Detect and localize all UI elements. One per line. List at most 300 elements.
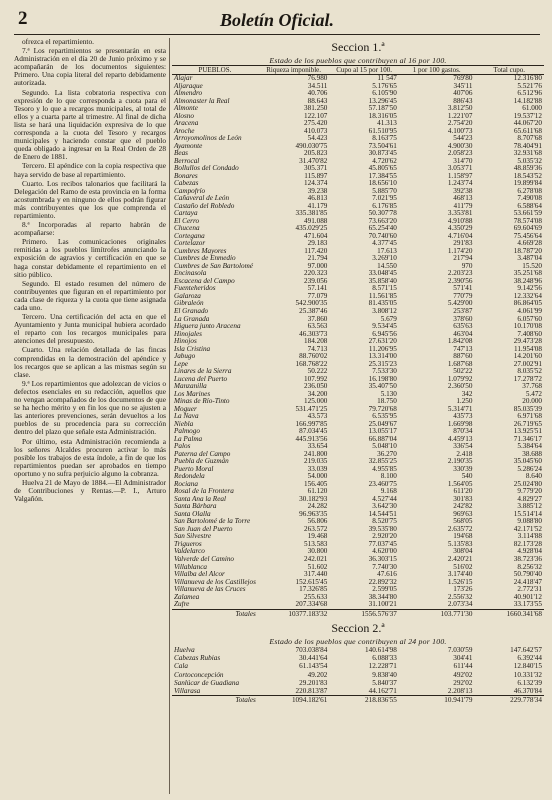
cell-gastos: 516'02 [453, 563, 473, 571]
cell-cupo: 81.435'05 [368, 300, 397, 308]
table-row [172, 188, 544, 196]
cell-riqueza: 41.179 [307, 202, 328, 210]
cell-riqueza: 166.997'85 [295, 420, 328, 428]
table-row [172, 158, 544, 166]
table-row [172, 285, 544, 293]
cell-riqueza: 34.511 [307, 82, 328, 90]
cell-riqueza: 19.468 [307, 533, 328, 541]
cell-cupo: 73.663'20 [368, 217, 397, 225]
cell-riqueza: 241.800 [304, 450, 328, 458]
cell-total: 4.669'28 [517, 240, 542, 248]
cell-pueblo: Villanueva de los Castillejos [174, 578, 256, 586]
cell-cupo: 18.656'10 [368, 180, 397, 188]
tables-column [172, 38, 544, 705]
cell-total: 46.370'84 [513, 687, 542, 696]
cell-total: 5.472 [525, 390, 542, 398]
cell-pueblo: Isla Cristina [174, 345, 211, 353]
paragraph: Primero. Las comunicaciones originales remitidas a los pueblos limítrofes anunciando la exposición de agravios y certificación en que se haga constar debidamente el repartimiento en el sitio público. [14, 237, 166, 279]
cell-riqueza: 263.572 [304, 525, 328, 533]
paragraph: Tercero. El apéndice con la copia respectiva que haya servido de base al repartimiento. [14, 161, 166, 179]
cell-cupo: 27.631'20 [368, 338, 397, 346]
cell-cupo: 8.520'75 [372, 518, 397, 526]
cell-riqueza: 513.583 [304, 540, 328, 548]
cell-total: 6.392'44 [517, 653, 542, 662]
cell-gastos: 314'70 [453, 157, 473, 165]
cell-gastos: 770'79 [453, 292, 473, 300]
cell-cupo: 5.840'37 [372, 678, 397, 687]
cell-riqueza: 63.563 [307, 323, 328, 331]
cell-total: 37.768 [522, 383, 542, 391]
cell-gastos: 253'87 [453, 307, 473, 315]
cell-total: 1660.341'68 [474, 609, 544, 619]
cell-riqueza: 29.201'83 [299, 678, 328, 687]
cell-riqueza: 43.573 [307, 413, 328, 421]
cell-cupo: 6.176'85 [372, 202, 397, 210]
cell-gastos: 1.174'20 [447, 247, 473, 255]
cell-cupo: 57.187'50 [368, 105, 397, 113]
cell-riqueza: 74.713 [307, 345, 328, 353]
table-row [172, 481, 544, 489]
cell-riqueza: 220.813'87 [295, 687, 328, 696]
cell-total: 50.790'40 [513, 571, 542, 579]
cell-riqueza: 30.182'93 [299, 495, 328, 503]
cell-gastos: 3.353'81 [447, 210, 473, 218]
section-2-title: Seccion 2.ª [331, 620, 385, 635]
cell-total: 2.772'31 [517, 586, 542, 594]
cell-cupo: 35.407'50 [368, 383, 397, 391]
cell-riqueza: 40.706 [307, 90, 328, 98]
cell-pueblo: Almonte [174, 105, 198, 113]
cell-pueblo: Hinojos [174, 338, 197, 346]
cell-riqueza: 76.980 [307, 74, 328, 82]
table-row [172, 210, 544, 218]
cell-pueblo: Cabezas [174, 180, 199, 188]
cell-cupo: 5.048'10 [372, 443, 397, 451]
cell-cupo: 7.021'95 [372, 195, 397, 203]
cell-cupo: 2.599'05 [372, 586, 397, 594]
table-row [172, 128, 544, 136]
cell-gastos: 4.100'73 [447, 127, 473, 135]
cell-riqueza: 207.334'68 [295, 601, 328, 609]
section-2-subtitle: Estado de los pueblos que contribuyen al 24 por 100. [269, 636, 447, 646]
cell-total: 24.418'47 [513, 578, 542, 586]
col-header-gastos: 1 por 100 gastos. [399, 66, 475, 75]
cell-total: 78.404'91 [513, 142, 542, 150]
paragraph: 7.ª Los repartimientos se presentarán en esta Administración en el día 20 de Junio próximo y se acompañarán de los documentos siguientes: Primero. Una copia literal del reparto debidamente autorizada. [14, 46, 166, 88]
col-header-cupo: Cupo al 15 por 100. [329, 66, 398, 75]
cell-riqueza: 410.073 [304, 127, 328, 135]
cell-pueblo: Campofrío [174, 187, 206, 195]
cell-gastos: 3.812'50 [447, 105, 473, 113]
table-row [172, 421, 544, 429]
paragraph: Segundo. La lista cobratoria respectiva con expresión de lo que corresponda a cuota para el Tesoro y lo que a recargos municipales, al total de ellos y a cuarta parte al trimestre. Al final de dicha lista se hará una liquidación expresiva de lo que corresponda a la cuota del Tesoro y recargos municipales y haciendo constar que el pueblo queda obligado a ingresar en la Real Orden de 28 de Enero de 1881. [14, 87, 166, 162]
cell-gastos: 2.203'23 [447, 270, 473, 278]
cell-cupo: 23.460'75 [368, 480, 397, 488]
cell-riqueza: 33.039 [307, 465, 328, 473]
table-row [172, 473, 544, 481]
cell-cupo: 66.887'04 [368, 435, 397, 443]
cell-pueblo: San Juan del Puerto [174, 525, 233, 533]
cell-total: 48.859'36 [513, 165, 542, 173]
cell-gastos: 2.418 [456, 450, 473, 458]
cell-cupo: 12.228'71 [368, 662, 397, 671]
cell-gastos: 411'79 [453, 202, 473, 210]
cell-cupo: 30.873'45 [368, 150, 397, 158]
cell-cupo: 3.269'10 [372, 255, 397, 263]
cell-total: 18.787'20 [513, 247, 542, 255]
cell-total: 71.346'17 [513, 435, 542, 443]
cell-pueblo: Bonares [174, 172, 198, 180]
column-divider [169, 38, 170, 794]
cell-total: 147.642'57 [510, 645, 542, 654]
cell-gastos: 468'13 [453, 195, 473, 203]
cell-gastos: 4.350'29 [447, 225, 473, 233]
cell-cupo: 8.100 [380, 473, 397, 481]
table-row [172, 594, 544, 602]
table-row [172, 458, 544, 466]
cell-cupo: 61.510'95 [368, 127, 397, 135]
cell-pueblo: Villanueva de las Cruces [174, 586, 246, 594]
cell-gastos: 970 [461, 262, 473, 270]
cell-total: 61.000 [522, 105, 542, 113]
cell-total: 18.543'52 [513, 172, 542, 180]
cell-gastos: 3.174'40 [447, 571, 473, 579]
cell-total: 19.537'12 [513, 112, 542, 120]
paragraph: 8.ª Incorporadas al reparto habrán de acompañarse: [14, 220, 166, 238]
cell-total: 6.057'60 [517, 315, 542, 323]
cell-riqueza: 152.615'45 [295, 578, 328, 586]
cell-total: 229.778'34 [474, 696, 544, 706]
cell-total: 9.779'20 [517, 488, 542, 496]
cell-gastos: 1.079'92 [447, 375, 473, 383]
section-1-table [172, 65, 544, 619]
cell-riqueza: 435.029'25 [295, 225, 328, 233]
cell-riqueza: 87.034'45 [299, 428, 328, 436]
cell-total: 13.925'51 [513, 428, 542, 436]
cell-pueblo: El Cerro [174, 217, 200, 225]
cell-cupo: 22.892'32 [368, 578, 397, 586]
cell-total: 42.171'52 [513, 525, 542, 533]
table-row [172, 436, 544, 444]
table-row [172, 316, 544, 324]
cell-total: 14.201'60 [513, 353, 542, 361]
cell-pueblo: Aracena [174, 120, 199, 128]
cell-pueblo: Valverde del Camino [174, 556, 235, 563]
cell-gastos: 886'43 [453, 97, 473, 105]
cell-pueblo: Almonaster la Real [174, 97, 230, 105]
cell-gastos: 330'39 [453, 465, 473, 473]
cell-pueblo: Villarasa [174, 687, 201, 696]
cell-total: 3.885'12 [517, 503, 542, 511]
cell-riqueza: 56.806 [307, 518, 328, 526]
cell-riqueza: 29.183 [307, 240, 328, 248]
cell-cupo: 6.088'33 [372, 653, 397, 662]
table-row [172, 496, 544, 504]
cell-gastos: 4.716'04 [447, 232, 473, 240]
table-row [172, 240, 544, 248]
cell-gastos: 1.221'07 [447, 112, 473, 120]
cell-cupo: 4.955'85 [372, 465, 397, 473]
cell-gastos: 2.754'20 [447, 120, 473, 128]
cell-total: 7.408'60 [517, 330, 542, 338]
cell-gastos: 2.420'21 [447, 556, 473, 563]
table-header-row [172, 66, 544, 75]
cell-gastos: 2.190'35 [447, 458, 473, 466]
cell-riqueza: 46.813 [307, 195, 328, 203]
cell-gastos: 2.208'13 [447, 687, 473, 696]
cell-cupo: 4.720'62 [372, 157, 397, 165]
cell-total: 78.574'08 [513, 217, 542, 225]
cell-pueblo: Puebla de Guzmán [174, 458, 229, 466]
table-row [172, 353, 544, 361]
table-row [172, 113, 544, 121]
paragraph: Segundo. El estado resumen del número de contribuyentes que figuran en el repartimiento por cada clase de riqueza y la cuota que tiene asignada cada uno. [14, 278, 166, 312]
cell-gastos: 5.314'71 [447, 405, 473, 413]
cell-cupo: 36.303'15 [368, 556, 397, 563]
cell-gastos: 342 [461, 390, 473, 398]
table-row [172, 451, 544, 459]
cell-cupo: 11 547 [377, 74, 397, 82]
col-header-riqueza: Riqueza imponible. [258, 66, 330, 75]
cell-total: 12.840'15 [513, 662, 542, 671]
table-row [172, 105, 544, 113]
cell-cupo: 73.504'61 [368, 142, 397, 150]
cell-riqueza: 305.371 [304, 165, 328, 173]
cell-total: 35.045'60 [513, 458, 542, 466]
col-header-pueblos: PUEBLOS. [172, 66, 258, 75]
cell-riqueza: 30.800 [307, 548, 328, 556]
cell-pueblo: Lucena del Puerto [174, 375, 228, 383]
table-row [172, 503, 544, 511]
cell-gastos: 1.842'08 [447, 338, 473, 346]
cell-pueblo: Cala [174, 662, 188, 671]
cell-gastos: 292'02 [453, 678, 473, 687]
cell-gastos: 345'11 [453, 82, 473, 90]
section-1-title: Seccion 1.ª [331, 40, 385, 54]
cell-total: 17.278'72 [513, 375, 542, 383]
cell-pueblo: Los Marines [174, 390, 211, 398]
cell-riqueza: 31.470'82 [299, 157, 328, 165]
cell-gastos: 4.900'30 [447, 142, 473, 150]
table-row [172, 376, 544, 384]
table-row [172, 180, 544, 188]
cell-cupo: 17.384'55 [368, 172, 397, 180]
cell-pueblo: Santa Olalla [174, 510, 211, 518]
cell-gastos: 217'94 [453, 255, 473, 263]
cell-gastos: 1.564'05 [447, 480, 473, 488]
paragraph: Por último, esta Administración recomienda a los señores Alcaldes procuren activar lo más posible los trabajos de esta índole, a fin de que los repartimientos puedan ser aprobados en tiempo oportuno y no sufra perjuicio alguno la cobranza. [14, 436, 166, 478]
cell-pueblo: Cumbres de Enmedio [174, 255, 236, 263]
left-text-column [14, 38, 166, 794]
cell-riqueza: 30.441'64 [299, 653, 328, 662]
cell-cupo: 4.620'00 [372, 548, 397, 556]
cell-total: 85.035'39 [513, 405, 542, 413]
cell-cupo: 4.377'45 [372, 240, 397, 248]
table-row [172, 556, 544, 564]
cell-riqueza: 25.387'46 [299, 307, 328, 315]
table-row [172, 308, 544, 316]
cell-cupo: 9.534'45 [372, 323, 397, 331]
table-row [172, 300, 544, 308]
cell-gastos: 747'13 [453, 345, 473, 353]
cell-total: 20.000 [522, 398, 542, 406]
table-row [172, 541, 544, 549]
table-row [172, 601, 544, 609]
cell-pueblo: Jabugo [174, 353, 196, 361]
cell-gastos: 544'23 [453, 135, 473, 143]
cell-cupo: 8.571'15 [372, 285, 397, 293]
cell-cupo: 18.750 [377, 398, 397, 406]
cell-total: 27.002'91 [513, 360, 542, 368]
cell-total: 6.512'96 [517, 90, 542, 98]
table-row [172, 391, 544, 399]
table-row [172, 526, 544, 534]
cell-gastos: 887'60 [453, 353, 473, 361]
section-2-table [172, 646, 544, 706]
cell-pueblo: Cartaya [174, 210, 198, 218]
col-header-total: Total cupo. [474, 66, 544, 75]
cell-gastos: 502'22 [453, 368, 473, 376]
cell-riqueza: 117.420 [304, 247, 328, 255]
cell-riqueza: 531.471'25 [295, 405, 328, 413]
cell-total: 65.611'68 [514, 127, 542, 135]
cell-cupo: 7.533'30 [372, 368, 397, 376]
cell-gastos: 611'44 [453, 662, 473, 671]
table-row [172, 687, 544, 696]
cell-pueblo: Huelva [174, 645, 195, 654]
cell-pueblo: Bollullos del Condado [174, 165, 239, 173]
cell-riqueza: 124.374 [304, 180, 328, 188]
cell-cupo: 9.838'40 [372, 670, 397, 679]
table-row [172, 120, 544, 128]
table-row [172, 679, 544, 687]
table-row [172, 338, 544, 346]
cell-total: 32.931'68 [513, 150, 542, 158]
cell-cupo: 5.679 [380, 315, 397, 323]
cell-gastos: 2.390'56 [447, 277, 473, 285]
cell-total: 33.173'55 [513, 601, 542, 609]
cell-pueblo: La Nava [174, 413, 199, 421]
cell-riqueza: 88.643 [307, 97, 328, 105]
cell-pueblo: Palmogo [174, 428, 200, 436]
cell-pueblo: Zufre [174, 601, 190, 609]
cell-cupo: 36.270 [377, 450, 397, 458]
cell-total: 19.899'84 [513, 180, 542, 188]
cell-total: 14.182'88 [513, 97, 542, 105]
cell-pueblo: Valdelarco [174, 548, 205, 556]
cell-cupo: 50.307'78 [368, 210, 397, 218]
cell-total: 3.114'88 [517, 533, 542, 541]
page-number: 2 [18, 8, 28, 29]
cell-pueblo: La Palma [174, 435, 203, 443]
cell-cupo: 218.836'55 [329, 696, 398, 706]
cell-riqueza: 57.141 [307, 285, 328, 293]
cell-pueblo: Cortelazor [174, 240, 206, 248]
cell-gastos: 2.360'50 [447, 383, 473, 391]
cell-gastos: 1.669'98 [447, 420, 473, 428]
cell-cupo: 6.105'90 [372, 90, 397, 98]
cell-pueblo: Santa Bárbara [174, 503, 217, 511]
cell-cupo: 32.855'25 [368, 458, 397, 466]
cell-total: 40.901'12 [513, 593, 542, 601]
cell-gastos: 571'41 [453, 285, 473, 293]
cell-pueblo: La Granada [174, 315, 210, 323]
cell-total: 9.142'56 [517, 285, 542, 293]
cell-pueblo: Santa Ana la Real [174, 495, 226, 503]
cell-cupo: 45.805'65 [368, 165, 397, 173]
cell-pueblo: Sanlúcar de Guadiana [174, 678, 240, 687]
cell-total: 10.331'32 [513, 670, 542, 679]
table-row [172, 518, 544, 526]
table-row [172, 662, 544, 670]
cell-gastos: 540 [461, 473, 473, 481]
cell-cupo: 8.163'75 [372, 135, 397, 143]
cell-cupo: 18.316'05 [368, 112, 397, 120]
table-row [172, 135, 544, 143]
cell-gastos: 301'83 [453, 495, 473, 503]
cell-gastos: 407'06 [453, 90, 473, 98]
cell-pueblo: Cortoconcepción [174, 670, 224, 679]
cell-riqueza: 46.303'73 [299, 330, 328, 338]
cell-pueblo: Trigueros [174, 540, 202, 548]
cell-cupo: 5.130 [380, 390, 397, 398]
section-1-subtitle: Estado de los pueblos que contribuyen al 16 por 100. [269, 56, 447, 65]
cell-pueblo: Cumbres de San Bartolomé [174, 262, 253, 270]
cell-riqueza: 317.440 [304, 571, 328, 579]
page-header [14, 8, 540, 35]
cell-pueblo: Alosno [174, 112, 194, 120]
cell-cupo: 38.344'80 [368, 593, 397, 601]
cell-riqueza: 471.604 [304, 232, 328, 240]
cell-riqueza: 491.088 [304, 217, 328, 225]
table-row [172, 270, 544, 278]
cell-gastos: 1.250 [456, 398, 473, 406]
cell-total: 35.251'68 [513, 270, 542, 278]
cell-pueblo: Encinasola [174, 270, 207, 278]
table-row [172, 398, 544, 406]
table-row [172, 173, 544, 181]
cell-riqueza: 1094.182'61 [258, 696, 330, 706]
cell-total: 75.456'64 [513, 232, 542, 240]
cell-cupo: 31.100'21 [368, 601, 397, 609]
cell-cupo: 3.642'30 [372, 503, 397, 511]
paragraph: Tercero. Una certificación del acta en que el Ayuntamiento y Junta municipal hubiera acordado el reparto con los recargos municipales para atenciones del presupuesto. [14, 312, 166, 346]
cell-cupo: 2.920'20 [372, 533, 397, 541]
cell-riqueza: 49.202 [307, 670, 328, 679]
cell-cupo: 14.544'51 [368, 510, 397, 518]
cell-total: 15.514'14 [513, 510, 542, 518]
table-row [172, 323, 544, 331]
cell-total: 10.170'08 [513, 323, 542, 331]
cell-pueblo: Beas [174, 150, 188, 158]
cell-cupo: 3.808'12 [372, 307, 397, 315]
cell-total: 3.487'04 [517, 255, 542, 263]
cell-cupo: 25.315'23 [368, 360, 397, 368]
cell-total: 11.954'08 [514, 345, 542, 353]
cell-gastos: 769'80 [453, 74, 473, 82]
totals-label: Totales [172, 609, 258, 619]
cell-gastos: 463'04 [453, 330, 473, 338]
cell-pueblo: Redondela [174, 473, 205, 481]
cell-pueblo: Fuenteheridos [174, 285, 216, 293]
cell-pueblo: Cumbres Mayores [174, 247, 227, 255]
cell-pueblo: Berrocal [174, 157, 200, 165]
cell-gastos: 1.158'97 [447, 172, 473, 180]
cell-pueblo: Escacena del Campo [174, 277, 235, 285]
table-row [172, 646, 544, 654]
cell-total: 9.088'80 [517, 518, 542, 526]
cell-total: 5.521'76 [517, 82, 542, 90]
